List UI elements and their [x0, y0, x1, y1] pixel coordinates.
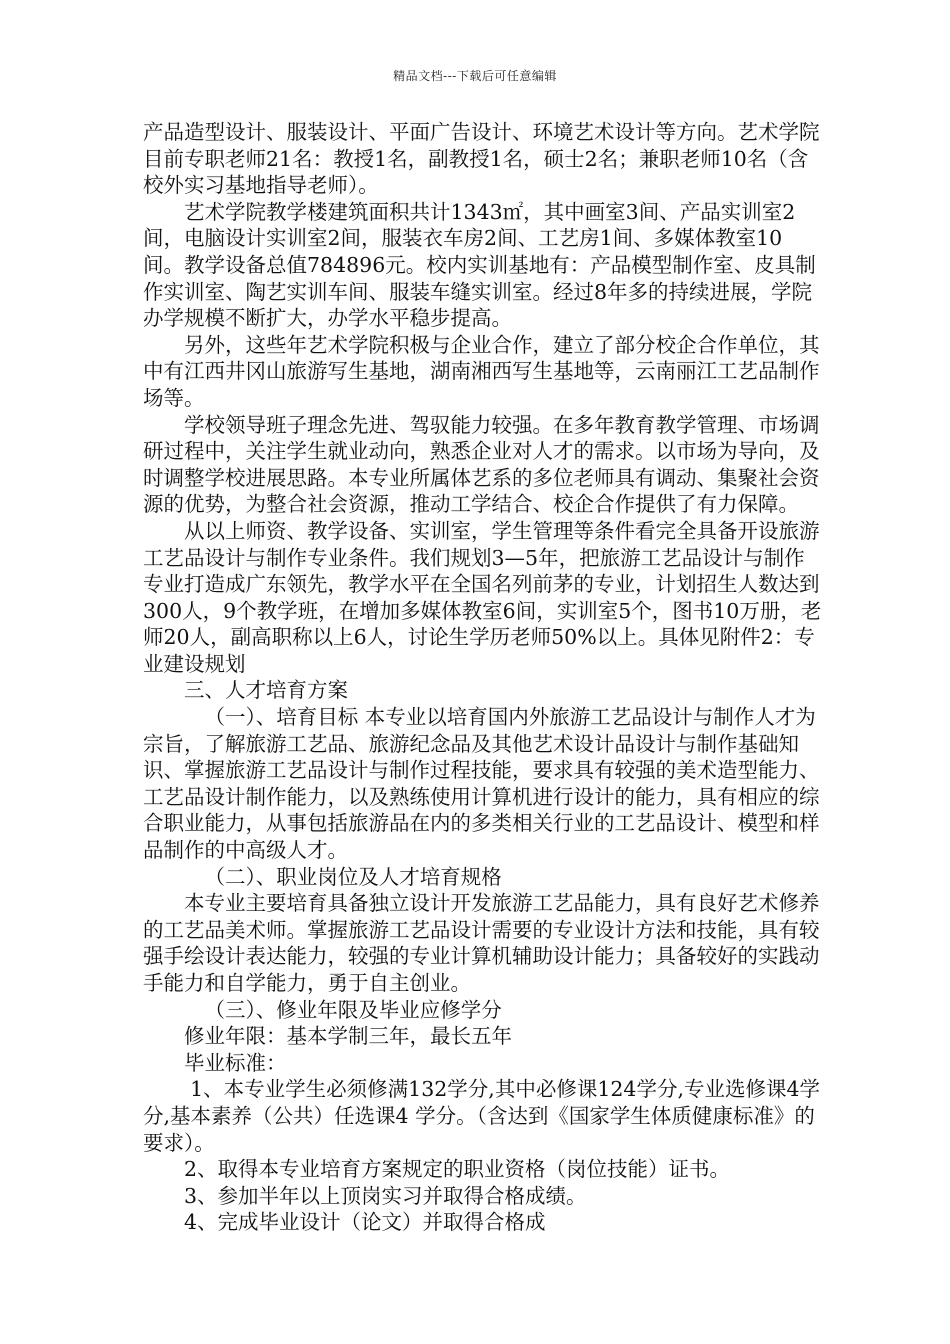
subheading-positions: （二）、职业岗位及人才培育规格 [204, 864, 502, 889]
document-body [143, 119, 823, 1236]
paragraph-faculty: 产品造型设计、服装设计、平面广告设计、环境艺术设计等方向。艺术学院目前专职老师21名：教授1名，副教授1名，硕士2名；兼职老师10名（含校外实习基地指导老师）。 [143, 120, 820, 198]
paragraph-partnerships: 另外，这些年艺术学院积极与企业合作，建立了部分校企合作单位，其中有江西井冈山旅游写生基地，湖南湘西写生基地等，云南丽江工艺品制作场等。 [143, 332, 820, 410]
section-heading-training-plan: 三、人才培育方案 [184, 678, 348, 703]
paragraph-planning: 从以上师资、教学设备、实训室，学生管理等条件看完全具备开设旅游工艺品设计与制作专业条件。我们规划3—5年，把旅游工艺品设计与制作专业打造成广东领先，教学水平在全国名列前茅的专业，计划招生人数达到300人，9个教学班，在增加多媒体教室6间，实训室5个，图书10万册，老师20人，副高职称以上6人，讨论生学历老师50%以上。具体见附件2：专业建设规划 [143, 518, 822, 676]
paragraph-training-goal: （一）、培育目标 本专业以培育国内外旅游工艺品设计与制作人才为宗旨，了解旅游工艺品、旅游纪念品及其他艺术设计品设计与制作基础知识、掌握旅游工艺品设计与制作过程技能，要求具有较强的美术造型能力、工艺品设计制作能力，以及熟练使用计算机进行设计的能力，具有相应的综合职业能力，从事包括旅游品在内的多类相关行业的工艺品设计、模型和样品制作的中高级人才。 [143, 705, 820, 863]
list-item-internship: 3、参加半年以上顶岗实习并取得合格成绩。 [184, 1183, 587, 1208]
list-item-credits: 1、本专业学生必须修满132学分,其中必修课124学分,专业选修课4学分,基本素养（公共）任选课4 学分。（含达到《国家学生体质健康标准》的要求）。 [143, 1077, 821, 1155]
paragraph-facilities: 艺术学院教学楼建筑面积共计1343㎡，其中画室3间、产品实训室2间，电脑设计实训室2间，服装衣车房2间、工艺房1间、多媒体教室10间。教学设备总值784896元。校内实训基地有：产品模型制作室、皮具制作实训室、陶艺实训车间、服装车缝实训室。经过8年多的持续进展，学院办学规模不断扩大，办学水平稳步提高。 [143, 199, 816, 331]
paragraph-leadership: 学校领导班子理念先进、驾驭能力较强。在多年教育教学管理、市场调研过程中，关注学生就业动向，熟悉企业对人才的需求。以市场为导向，及时调整学校进展思路。本专业所属体艺系的多位老师具有调动、集聚社会资源的优势，为整合社会资源，推动工学结合、校企合作提供了有力保障。 [143, 412, 820, 517]
page-header: 精品文档---下载后可任意编辑 [393, 69, 557, 83]
list-item-certificate: 2、取得本专业培育方案规定的职业资格（岗位技能）证书。 [184, 1157, 731, 1182]
paragraph-positions: 本专业主要培育具备独立设计开发旅游工艺品能力，具有良好艺术修养的工艺品美术师。掌握旅游工艺品设计需要的专业设计方法和技能，具有较强手绘设计表达能力，较强的专业计算机辅助设计能力；具备较好的实践动手能力和自学能力，勇于自主创业。 [143, 891, 820, 995]
subheading-duration-credits: （三）、修业年限及毕业应修学分 [204, 997, 502, 1022]
list-item-thesis: 4、完成毕业设计（论文）并取得合格成 [184, 1210, 546, 1235]
paragraph-duration: 修业年限：基本学制三年，最长五年 [184, 1024, 512, 1049]
paragraph-graduation-standard: 毕业标准： [184, 1050, 287, 1075]
